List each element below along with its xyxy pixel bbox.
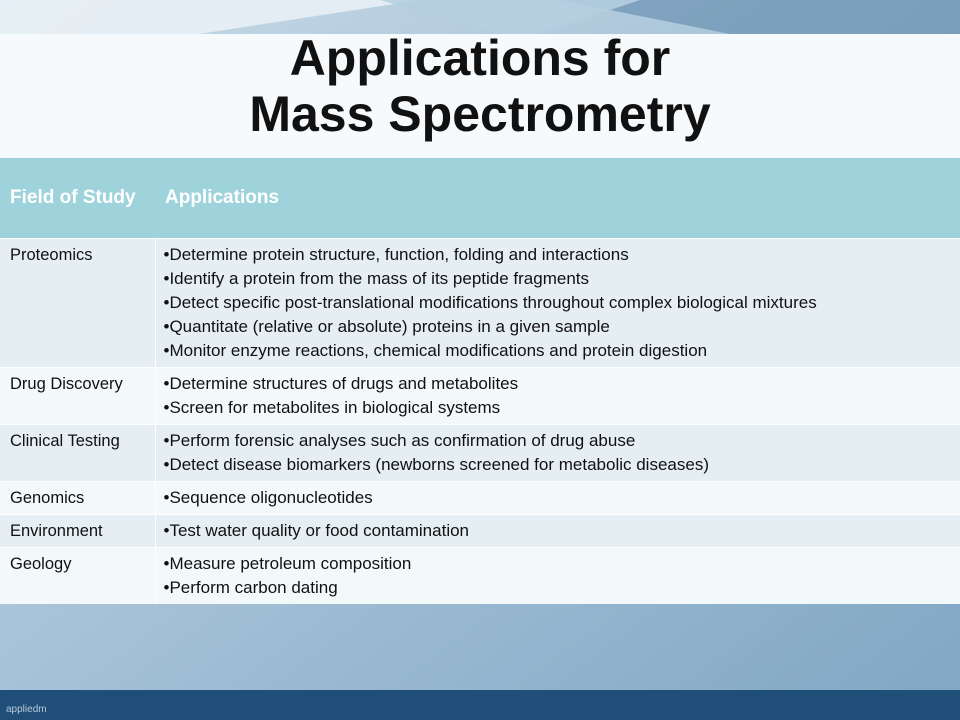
header-applications: Applications [155, 158, 960, 239]
header-field-of-study: Field of Study [0, 158, 155, 239]
field-environment: Environment [0, 515, 155, 548]
application-item: • Measure petroleum composition [164, 552, 951, 576]
applications-clinical-testing [155, 425, 960, 482]
table-row [0, 239, 960, 368]
footer-watermark-text: appliedm [6, 704, 47, 715]
application-item: • Perform carbon dating [164, 576, 951, 600]
application-item: • Screen for metabolites in biological systems [164, 396, 951, 420]
applications-environment [155, 515, 960, 548]
table-row [0, 425, 960, 482]
application-item: • Quantitate (relative or absolute) proteins in a given sample [164, 315, 951, 339]
field-proteomics: Proteomics [0, 239, 155, 368]
table-row [0, 368, 960, 425]
field-geology: Geology [0, 548, 155, 605]
table-row [0, 482, 960, 515]
applications-genomics [155, 482, 960, 515]
application-item: • Determine structures of drugs and metabolites [164, 372, 951, 396]
applications-table [0, 158, 960, 604]
application-item: • Perform forensic analyses such as confirmation of drug abuse [164, 429, 951, 453]
field-genomics: Genomics [0, 482, 155, 515]
application-item: • Test water quality or food contamination [164, 519, 951, 543]
application-item: • Determine protein structure, function, folding and interactions [164, 243, 951, 267]
application-item: • Identify a protein from the mass of its peptide fragments [164, 267, 951, 291]
table-header-row [0, 158, 960, 239]
applications-drug-discovery [155, 368, 960, 425]
application-item: • Monitor enzyme reactions, chemical modifications and protein digestion [164, 339, 951, 363]
title-line-2: Mass Spectrometry [249, 86, 711, 142]
field-drug-discovery: Drug Discovery [0, 368, 155, 425]
application-item: • Detect disease biomarkers (newborns screened for metabolic diseases) [164, 453, 951, 477]
applications-geology [155, 548, 960, 605]
field-clinical-testing: Clinical Testing [0, 425, 155, 482]
title-line-1: Applications for [289, 30, 671, 86]
table-row [0, 548, 960, 605]
slide-title [0, 30, 960, 142]
application-item: • Sequence oligonucleotides [164, 486, 951, 510]
application-item: • Detect specific post-translational modifications throughout complex biological mixtures [164, 291, 951, 315]
table-row [0, 515, 960, 548]
applications-proteomics [155, 239, 960, 368]
